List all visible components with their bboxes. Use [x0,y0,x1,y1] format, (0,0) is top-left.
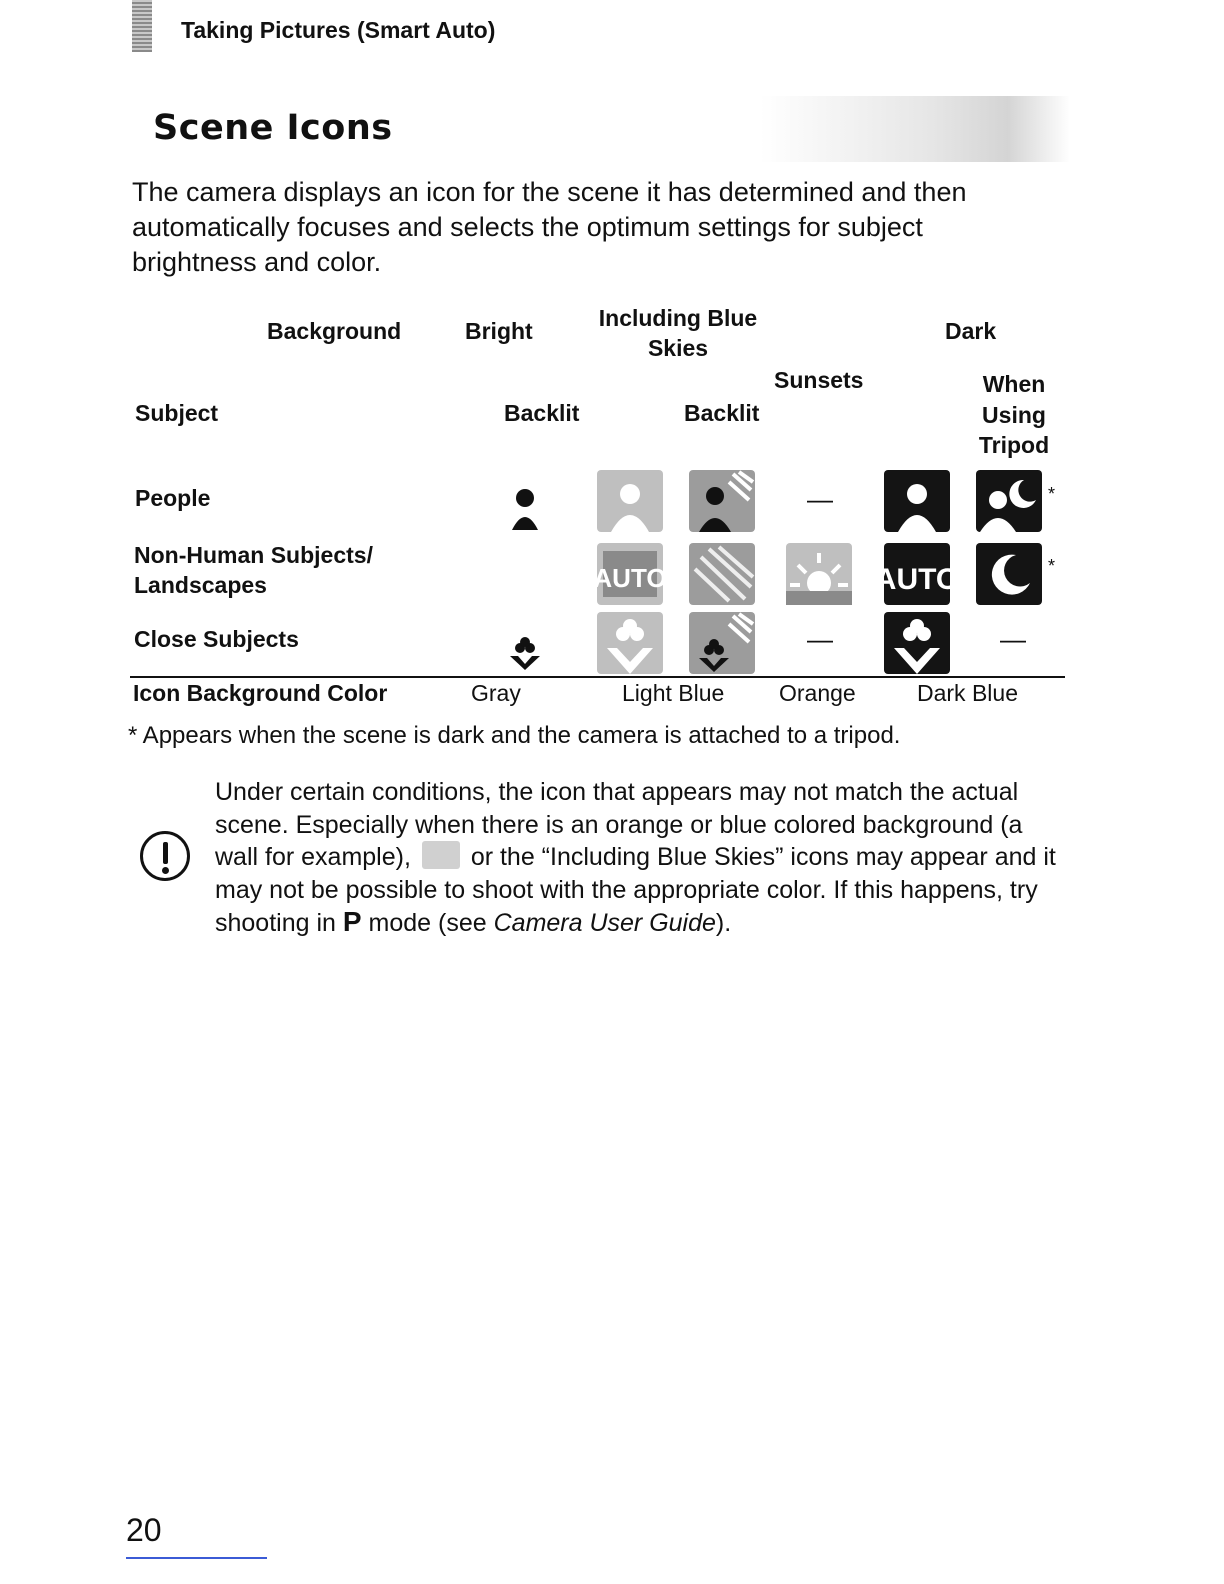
row-label-landscapes: Non-Human Subjects/ Landscapes [134,542,373,598]
moon-icon [976,543,1042,605]
note-part1: Under certain conditions, the icon that appears may not match the actual scene. Especially when there is an orange or blue colored background (a wall for example), [215,778,1023,871]
row-label-close: Close Subjects [134,626,299,652]
tripod-asterisk-1: * [1048,484,1056,504]
guide-title: Camera User Guide [493,909,716,937]
flower-backlit-icon [689,612,755,674]
header-sunsets: Sunsets [774,367,864,393]
color-gray: Gray [471,680,521,706]
note-part4: ). [715,909,732,937]
header-bright: Bright [465,318,533,344]
title-decoration [760,96,1070,162]
page-number: 20 [126,1512,162,1548]
section-header: Taking Pictures (Smart Auto) [181,17,496,43]
header-tripod: When Using Tripod [978,371,1050,458]
dash-close-tripod: — [1000,624,1026,654]
person-backlit-icon [689,470,755,532]
caution-icon [140,831,190,881]
header-subject: Subject [135,400,219,426]
flower-dark-icon [884,612,950,674]
page-title: Scene Icons [153,108,393,148]
person-night-icon [976,470,1042,532]
tripod-asterisk-2: * [1048,556,1056,576]
dash-people-sunsets: — [807,484,833,514]
row-label-people: People [135,485,211,511]
backlit-landscape-icon [689,543,755,605]
header-backlit-sky: Backlit [684,400,760,426]
person-sky-icon [597,470,663,532]
icon-bg-label: Icon Background Color [133,680,388,706]
caution-note [215,776,1065,940]
header-background: Background [267,318,402,344]
person-icon [492,468,558,530]
header-blue-skies: Including Blue Skies [598,305,758,361]
intro-paragraph: The camera displays an icon for the scene it has determined and then automatically focuses and selects the optimum settings for subject brightness and color. [132,177,967,277]
note-part2: or the “Including Blue Skies” icons may appear and it may not be possible to shoot with the appropriate color. If this happens, try shooting in [215,843,1056,937]
auto-dark-label: AUTO [874,563,960,596]
flower-sky-icon [597,612,663,674]
p-mode-symbol: P [342,906,362,937]
header-dark: Dark [945,318,997,344]
page-number-rule [126,1557,267,1559]
section-marker [132,0,152,52]
auto-dark-icon [874,543,960,605]
dash-close-sunsets: — [807,624,833,654]
color-dark-blue: Dark Blue [917,680,1018,706]
header-backlit-bright: Backlit [504,400,580,426]
auto-sky-icon [593,543,667,605]
note-part3: mode (see [368,909,487,937]
auto-sky-label: AUTO [593,563,667,593]
flower-icon [492,612,558,674]
sunset-icon [786,543,852,605]
person-dark-icon [884,470,950,532]
color-orange: Orange [779,680,856,706]
sunset-inline-icon [422,841,460,869]
footnote: * Appears when the scene is dark and the camera is attached to a tripod. [128,722,901,749]
color-light-blue: Light Blue [622,680,725,706]
